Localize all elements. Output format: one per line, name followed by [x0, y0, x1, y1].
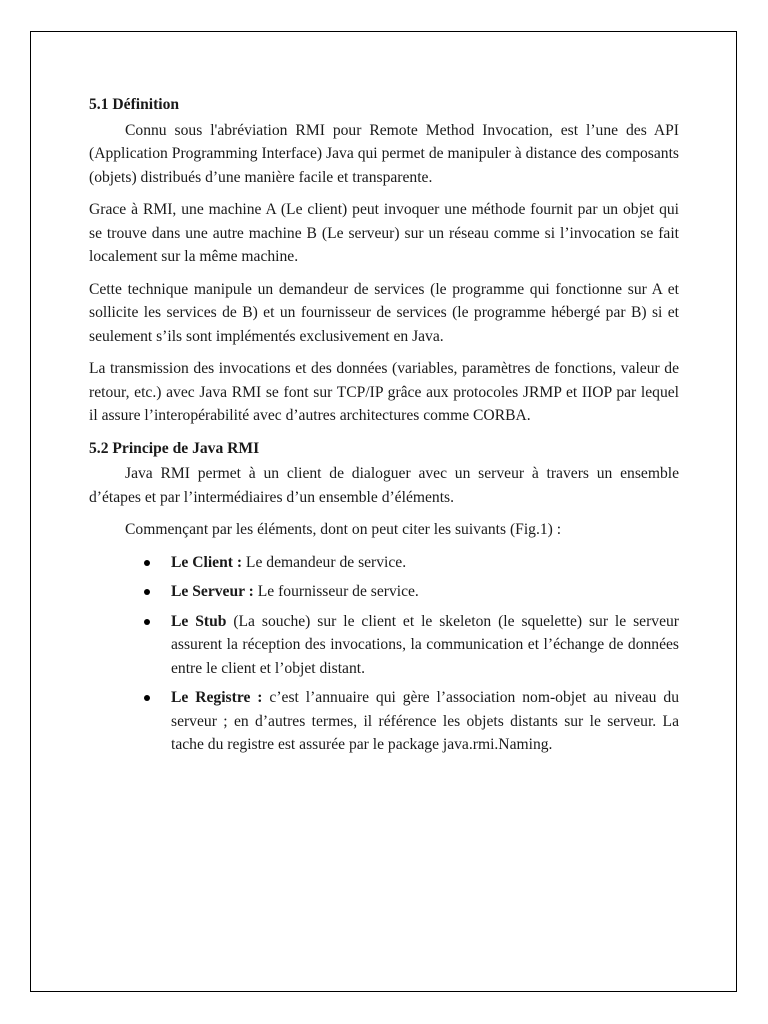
list-item-text: Le demandeur de service. — [242, 553, 407, 571]
list-item-text: (La souche) sur le client et le skeleton (le squelette) sur le serveur assurent la réception des invocations, la communication et l’échange de données entre le client et l’objet distant. — [171, 612, 679, 677]
paragraph-rmi-definition: Connu sous l'abréviation RMI pour Remote Method Invocation, est l’une des API (Application Programming Interface) Java qui permet de manipuler à distance des composants (objets) distribués d’une manière facile et transparente. — [89, 121, 679, 186]
bullet-icon — [144, 560, 150, 566]
list-item-term: Le Serveur : — [171, 583, 254, 600]
list-item-term: Le Stub — [171, 612, 227, 630]
list-item-serveur — [171, 580, 679, 604]
paragraph-client-server: Grace à RMI, une machine A (Le client) peut invoquer une méthode fournit par un objet qui se trouve dans une autre machine B (Le serveur) sur un réseau comme si l’invocation se fait localement sur la même machine. — [89, 201, 679, 265]
bullet-icon — [144, 589, 150, 595]
paragraph-technique: Cette technique manipule un demandeur de services (le programme qui fonctionne sur A et sollicite les services de B) et un fournisseur de services (le programme hébergé par B) si et seulement s’ils sont implémentés exclusivement en Java. — [89, 280, 679, 345]
list-item-term: Le Registre : — [171, 689, 263, 706]
list-item-registre — [171, 686, 679, 757]
section-heading-principe: 5.2 Principe de Java RMI — [89, 439, 260, 457]
paragraph-principe: Java RMI permet à un client de dialoguer avec un serveur à travers un ensemble d’étapes et par l’intermédiaires d’un ensemble d’éléments. — [89, 465, 679, 506]
section-heading-definition: 5.1 Définition — [89, 96, 180, 113]
bullet-icon — [144, 619, 150, 625]
paragraph-transmission: La transmission des invocations et des données (variables, paramètres de fonctions, valeur de retour, etc.) avec Java RMI se font sur TCP/IP grâce aux protocoles JRMP et IIOP par lequel il assure l’interopérabilité avec d’autres architectures comme CORBA. — [89, 360, 679, 424]
list-item-text: c’est l’annuaire qui gère l’association nom-objet au niveau du serveur ; en d’autres termes, il référence les objets distants sur le serveur. La tache du registre est assurée par le package java.rmi.Naming. — [171, 689, 679, 753]
list-item-text: Le fournisseur de service. — [253, 583, 419, 600]
list-item-client — [171, 551, 679, 575]
elements-list — [89, 551, 679, 757]
paragraph-elements-intro: Commençant par les éléments, dont on peut citer les suivants (Fig.1) : — [125, 521, 562, 538]
document-body — [89, 93, 679, 763]
list-item-term: Le Client : — [171, 553, 243, 571]
bullet-icon — [144, 695, 150, 701]
list-item-stub — [171, 610, 679, 681]
